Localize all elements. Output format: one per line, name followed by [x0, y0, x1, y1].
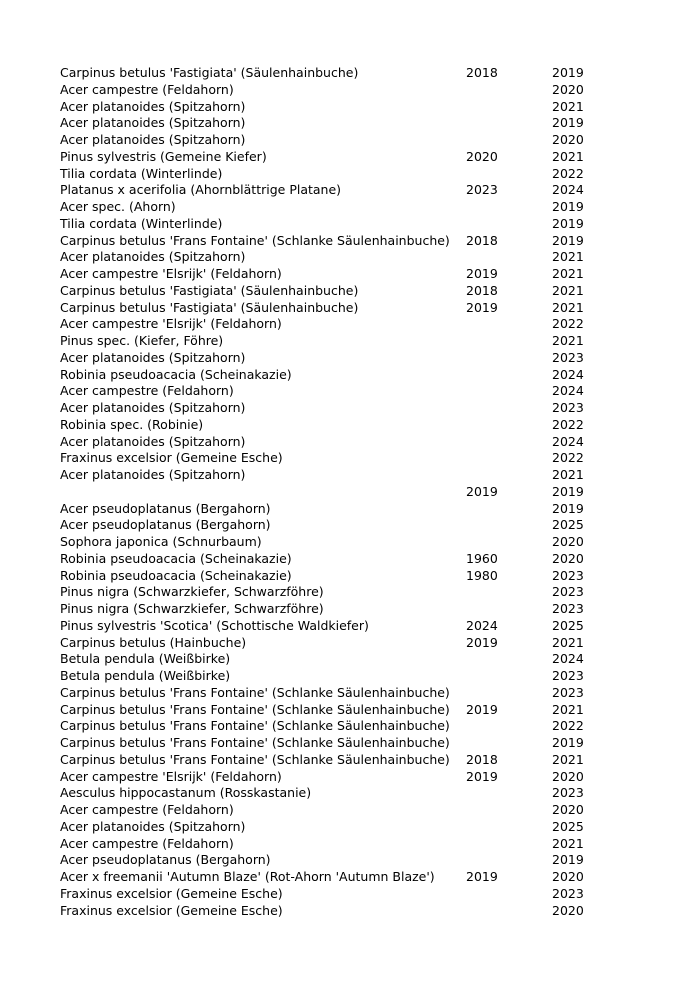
planting-year: 2019: [466, 266, 498, 281]
record-year: 2019: [552, 65, 584, 80]
record-year: 2020: [552, 768, 584, 784]
planting-year: 1960: [466, 550, 498, 566]
planting-year: 2019: [466, 299, 498, 315]
table-row: [60, 501, 600, 518]
record-year: 2022: [552, 165, 584, 181]
table-row: [60, 852, 600, 869]
table-row: [60, 517, 600, 534]
tree-species: Carpinus betulus (Hainbuche): [60, 634, 247, 650]
record-year: 2019: [552, 199, 584, 214]
tree-species: Acer platanoides (Spitzahorn): [60, 349, 246, 365]
record-year: 2023: [552, 567, 584, 583]
planting-year: 2024: [466, 617, 498, 633]
tree-list: [60, 65, 600, 919]
tree-species: Pinus nigra (Schwarzkiefer, Schwarzföhre): [60, 601, 324, 616]
table-row: [60, 249, 600, 266]
record-year: 2023: [552, 684, 584, 700]
table-row: [60, 886, 600, 903]
table-row: [60, 283, 600, 300]
tree-species: Carpinus betulus 'Fastigiata' (Säulenhainbuche): [60, 299, 359, 315]
tree-species: Acer campestre (Feldahorn): [60, 81, 234, 97]
record-year: 2019: [552, 500, 584, 516]
record-year: 2024: [552, 651, 584, 667]
table-row: [60, 718, 600, 735]
tree-species: Pinus nigra (Schwarzkiefer, Schwarzföhre): [60, 584, 324, 600]
record-year: 2023: [552, 400, 584, 415]
tree-species: Betula pendula (Weißbirke): [60, 651, 231, 667]
table-row: [60, 450, 600, 467]
record-year: 2019: [552, 115, 584, 131]
record-year: 2023: [552, 785, 584, 801]
record-year: 2021: [552, 249, 584, 265]
tree-species: Carpinus betulus 'Frans Fontaine' (Schlanke Säulenhainbuche): [60, 718, 450, 734]
tree-species: Carpinus betulus 'Frans Fontaine' (Schlanke Säulenhainbuche): [60, 751, 450, 767]
record-year: 2021: [552, 701, 584, 717]
record-year: 2020: [552, 550, 584, 566]
tree-species: Betula pendula (Weißbirke): [60, 668, 231, 683]
tree-species: Acer x freemanii 'Autumn Blaze' (Rot-Ahorn 'Autumn Blaze'): [60, 869, 435, 884]
table-row: [60, 819, 600, 836]
planting-year: 1980: [466, 567, 498, 583]
table-row: [60, 316, 600, 333]
record-year: 2023: [552, 885, 584, 901]
tree-species: Acer platanoides (Spitzahorn): [60, 818, 246, 834]
record-year: 2022: [552, 416, 584, 432]
table-row: [60, 618, 600, 635]
record-year: 2020: [552, 81, 584, 97]
record-year: 2021: [552, 299, 584, 315]
record-year: 2019: [552, 852, 584, 868]
table-row: [60, 149, 600, 166]
tree-species: Acer platanoides (Spitzahorn): [60, 98, 246, 114]
record-year: 2022: [552, 316, 584, 332]
record-year: 2025: [552, 517, 584, 533]
record-year: 2021: [552, 98, 584, 114]
table-row: [60, 467, 600, 484]
table-row: [60, 132, 600, 149]
record-year: 2020: [552, 132, 584, 147]
table-row: [60, 300, 600, 317]
tree-species: Acer platanoides (Spitzahorn): [60, 249, 246, 265]
tree-species: Carpinus betulus 'Frans Fontaine' (Schlanke Säulenhainbuche): [60, 735, 450, 750]
table-row: [60, 903, 600, 920]
table-row: [60, 752, 600, 769]
table-row: [60, 383, 600, 400]
planting-year: 2019: [466, 701, 498, 717]
tree-species: Acer platanoides (Spitzahorn): [60, 115, 246, 131]
tree-species: Carpinus betulus 'Frans Fontaine' (Schlanke Säulenhainbuche): [60, 684, 450, 700]
record-year: 2021: [552, 751, 584, 767]
table-row: [60, 233, 600, 250]
table-row: [60, 367, 600, 384]
table-row: [60, 216, 600, 233]
tree-species: Acer platanoides (Spitzahorn): [60, 132, 246, 147]
tree-species: Tilia cordata (Winterlinde): [60, 165, 223, 181]
tree-species: Robinia pseudoacacia (Scheinakazie): [60, 567, 292, 583]
tree-species: Pinus spec. (Kiefer, Föhre): [60, 333, 224, 348]
table-row: [60, 333, 600, 350]
tree-species: Acer campestre 'Elsrijk' (Feldahorn): [60, 266, 282, 281]
record-year: 2021: [552, 333, 584, 348]
record-year: 2020: [552, 902, 584, 918]
table-row: [60, 702, 600, 719]
table-row: [60, 785, 600, 802]
tree-species: Robinia pseudoacacia (Scheinakazie): [60, 366, 292, 382]
record-year: 2021: [552, 467, 584, 482]
record-year: 2019: [552, 232, 584, 248]
tree-species: Aesculus hippocastanum (Rosskastanie): [60, 785, 312, 801]
table-row: [60, 82, 600, 99]
table-row: [60, 350, 600, 367]
table-row: [60, 484, 600, 501]
record-year: 2024: [552, 383, 584, 399]
table-row: [60, 568, 600, 585]
table-row: [60, 685, 600, 702]
table-row: [60, 735, 600, 752]
planting-year: 2019: [466, 768, 498, 784]
table-row: [60, 99, 600, 116]
tree-species: Acer campestre (Feldahorn): [60, 383, 234, 399]
table-row: [60, 199, 600, 216]
table-row: [60, 584, 600, 601]
record-year: 2021: [552, 282, 584, 298]
record-year: 2023: [552, 668, 584, 683]
planting-year: 2018: [466, 282, 498, 298]
record-year: 2023: [552, 601, 584, 616]
tree-species: Platanus x acerifolia (Ahornblättrige Platane): [60, 182, 342, 198]
table-row: [60, 65, 600, 82]
table-row: [60, 802, 600, 819]
tree-species: Acer pseudoplatanus (Bergahorn): [60, 852, 271, 868]
tree-species: Acer campestre 'Elsrijk' (Feldahorn): [60, 316, 282, 332]
tree-species: Acer campestre 'Elsrijk' (Feldahorn): [60, 768, 282, 784]
tree-species: Acer platanoides (Spitzahorn): [60, 433, 246, 449]
tree-species: Robinia pseudoacacia (Scheinakazie): [60, 550, 292, 566]
planting-year: 2018: [466, 232, 498, 248]
table-row: [60, 115, 600, 132]
table-row: [60, 551, 600, 568]
tree-species: Robinia spec. (Robinie): [60, 416, 204, 432]
tree-species: Acer platanoides (Spitzahorn): [60, 467, 246, 482]
tree-species: Fraxinus excelsior (Gemeine Esche): [60, 450, 283, 466]
planting-year: 2018: [466, 65, 498, 80]
record-year: 2020: [552, 802, 584, 817]
tree-species: Carpinus betulus 'Frans Fontaine' (Schlanke Säulenhainbuche): [60, 701, 450, 717]
planting-year: 2019: [466, 483, 498, 499]
table-row: [60, 266, 600, 283]
table-row: [60, 869, 600, 886]
planting-year: 2018: [466, 751, 498, 767]
record-year: 2021: [552, 148, 584, 164]
planting-year: 2023: [466, 182, 498, 198]
tree-species: Carpinus betulus 'Frans Fontaine' (Schlanke Säulenhainbuche): [60, 232, 450, 248]
tree-species: Carpinus betulus 'Fastigiata' (Säulenhainbuche): [60, 282, 359, 298]
record-year: 2019: [552, 735, 584, 750]
tree-species: Fraxinus excelsior (Gemeine Esche): [60, 902, 283, 918]
table-row: [60, 601, 600, 618]
planting-year: 2019: [466, 634, 498, 650]
record-year: 2021: [552, 266, 584, 281]
table-row: [60, 769, 600, 786]
tree-species: Acer spec. (Ahorn): [60, 199, 176, 214]
tree-species: Acer pseudoplatanus (Bergahorn): [60, 500, 271, 516]
table-row: [60, 434, 600, 451]
record-year: 2024: [552, 366, 584, 382]
record-year: 2020: [552, 534, 584, 549]
tree-species: Acer platanoides (Spitzahorn): [60, 400, 246, 415]
record-year: 2024: [552, 433, 584, 449]
record-year: 2025: [552, 617, 584, 633]
tree-species: Pinus sylvestris (Gemeine Kiefer): [60, 148, 267, 164]
record-year: 2023: [552, 349, 584, 365]
record-year: 2023: [552, 584, 584, 600]
record-year: 2024: [552, 182, 584, 198]
record-year: 2021: [552, 835, 584, 851]
tree-species: Carpinus betulus 'Fastigiata' (Säulenhainbuche): [60, 65, 359, 80]
tree-species: Sophora japonica (Schnurbaum): [60, 534, 262, 549]
table-row: [60, 166, 600, 183]
table-row: [60, 417, 600, 434]
tree-species: Acer campestre (Feldahorn): [60, 802, 234, 817]
planting-year: 2019: [466, 869, 498, 884]
table-row: [60, 668, 600, 685]
table-row: [60, 400, 600, 417]
table-row: [60, 182, 600, 199]
record-year: 2022: [552, 718, 584, 734]
planting-year: 2020: [466, 148, 498, 164]
record-year: 2020: [552, 869, 584, 884]
tree-species: Tilia cordata (Winterlinde): [60, 215, 223, 231]
tree-species: Fraxinus excelsior (Gemeine Esche): [60, 885, 283, 901]
record-year: 2022: [552, 450, 584, 466]
record-year: 2025: [552, 818, 584, 834]
table-row: [60, 651, 600, 668]
record-year: 2019: [552, 215, 584, 231]
tree-species: Acer campestre (Feldahorn): [60, 835, 234, 851]
table-row: [60, 836, 600, 853]
table-row: [60, 534, 600, 551]
record-year: 2021: [552, 634, 584, 650]
record-year: 2019: [552, 483, 584, 499]
tree-species: Pinus sylvestris 'Scotica' (Schottische Waldkiefer): [60, 617, 369, 633]
tree-species: Acer pseudoplatanus (Bergahorn): [60, 517, 271, 533]
table-row: [60, 635, 600, 652]
